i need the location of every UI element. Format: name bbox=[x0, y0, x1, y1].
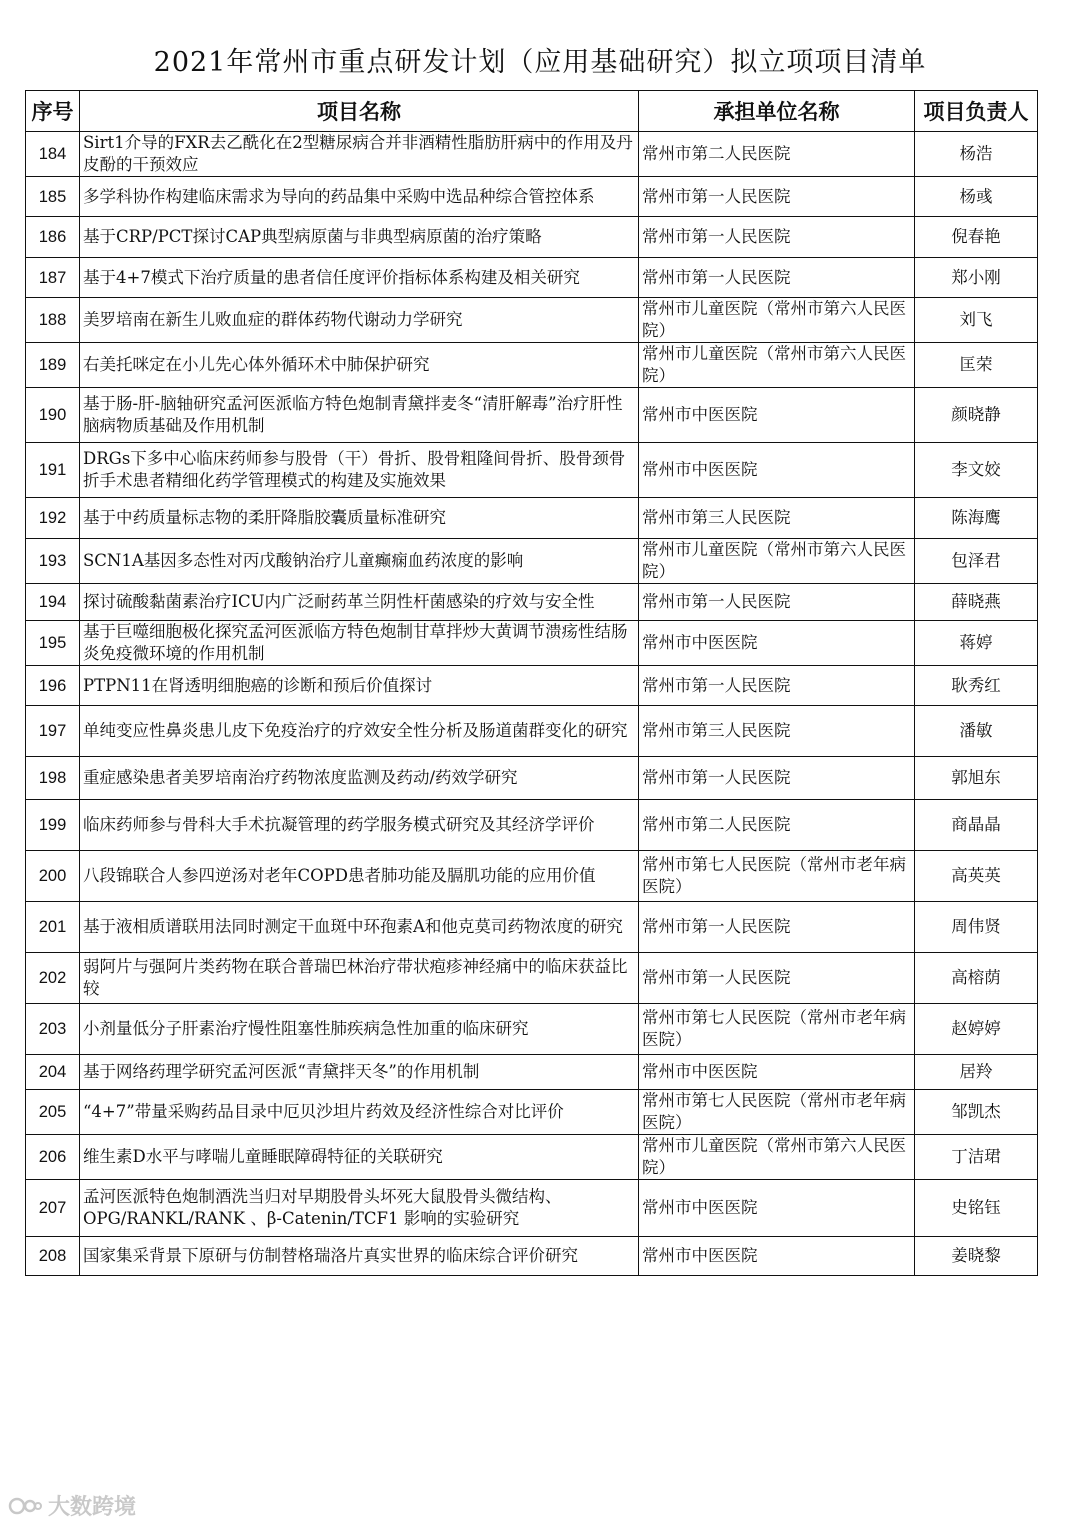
table-row bbox=[26, 1004, 1038, 1055]
project-name-cell bbox=[80, 584, 639, 621]
project-name: 基于巨噬细胞极化探究孟河医派临方特色炮制甘草拌炒大黄调节溃疡性结肠炎免疫微环境的作用机制 bbox=[83, 622, 628, 663]
project-name-cell bbox=[80, 1180, 639, 1237]
table-row bbox=[26, 953, 1038, 1004]
project-name: 基于中药质量标志物的柔肝降脂胶囊质量标准研究 bbox=[83, 508, 446, 527]
project-leader: 潘敏 bbox=[959, 721, 993, 740]
project-name-cell bbox=[80, 177, 639, 217]
project-name-cell bbox=[80, 1237, 639, 1276]
undertaking-unit-cell bbox=[639, 666, 915, 706]
project-name-cell bbox=[80, 1055, 639, 1090]
project-name: 基于4+7模式下治疗质量的患者信任度评价指标体系构建及相关研究 bbox=[83, 267, 580, 287]
table-row bbox=[26, 621, 1038, 666]
project-name: 弱阿片与强阿片类药物在联合普瑞巴林治疗带状疱疹神经痛中的临床获益比较 bbox=[83, 957, 628, 998]
row-number-cell bbox=[26, 343, 80, 388]
table-row bbox=[26, 498, 1038, 539]
project-name: 八段锦联合人参四逆汤对老年COPD患者肺功能及膈肌功能的应用价值 bbox=[83, 866, 596, 885]
project-leader: 李文姣 bbox=[951, 460, 1001, 479]
row-number-cell bbox=[26, 621, 80, 666]
project-name-cell bbox=[80, 902, 639, 953]
project-leader: 郑小刚 bbox=[951, 267, 1001, 287]
row-number-cell bbox=[26, 258, 80, 298]
row-number: 187 bbox=[38, 268, 67, 287]
project-name: 重症感染患者美罗培南治疗药物浓度监测及药动/药效学研究 bbox=[83, 768, 518, 787]
undertaking-unit: 常州市第一人民医院 bbox=[642, 186, 791, 206]
project-leader: 邹凯杰 bbox=[951, 1102, 1001, 1121]
undertaking-unit: 常州市中医医院 bbox=[642, 1062, 758, 1081]
row-number: 196 bbox=[38, 676, 67, 695]
project-leader: 匡荣 bbox=[959, 355, 993, 374]
project-name: 基于肠-肝-脑轴研究孟河医派临方特色炮制青黛拌麦冬“清肝解毒”治疗肝性脑病物质基础及作用机制 bbox=[83, 394, 623, 435]
project-leader-cell bbox=[915, 666, 1038, 706]
undertaking-unit-cell bbox=[639, 1135, 915, 1180]
project-leader: 丁洁珺 bbox=[951, 1147, 1001, 1166]
row-number: 208 bbox=[38, 1247, 67, 1265]
undertaking-unit: 常州市第三人民医院 bbox=[642, 508, 791, 527]
undertaking-unit-cell bbox=[639, 1180, 915, 1237]
project-name-cell bbox=[80, 217, 639, 258]
row-number-cell bbox=[26, 539, 80, 584]
project-leader-cell bbox=[915, 298, 1038, 343]
row-number: 194 bbox=[38, 593, 67, 611]
undertaking-unit-cell bbox=[639, 851, 915, 902]
project-leader-cell bbox=[915, 851, 1038, 902]
row-number: 186 bbox=[38, 228, 67, 246]
table-row bbox=[26, 298, 1038, 343]
table-row bbox=[26, 757, 1038, 800]
project-name-cell bbox=[80, 800, 639, 851]
row-number-cell bbox=[26, 584, 80, 621]
row-number-cell bbox=[26, 1237, 80, 1276]
project-leader-cell bbox=[915, 1237, 1038, 1276]
row-number: 203 bbox=[38, 1020, 67, 1038]
row-number: 206 bbox=[38, 1148, 67, 1166]
project-leader-cell bbox=[915, 388, 1038, 443]
undertaking-unit: 常州市第一人民医院 bbox=[642, 592, 791, 611]
undertaking-unit: 常州市第三人民医院 bbox=[642, 721, 791, 740]
row-number-cell bbox=[26, 498, 80, 539]
row-number: 185 bbox=[38, 187, 67, 206]
undertaking-unit: 常州市中医医院 bbox=[642, 1198, 758, 1217]
undertaking-unit: 常州市第一人民医院 bbox=[642, 768, 791, 787]
row-number-cell bbox=[26, 1090, 80, 1135]
project-leader-cell bbox=[915, 443, 1038, 498]
undertaking-unit-cell bbox=[639, 621, 915, 666]
table-row bbox=[26, 851, 1038, 902]
row-number: 195 bbox=[38, 634, 67, 652]
project-name-cell bbox=[80, 443, 639, 498]
project-name-cell bbox=[80, 666, 639, 706]
table-row bbox=[26, 1090, 1038, 1135]
undertaking-unit: 常州市第二人民医院 bbox=[642, 144, 791, 163]
row-number-cell bbox=[26, 851, 80, 902]
project-name-cell bbox=[80, 343, 639, 388]
project-leader-cell bbox=[915, 1090, 1038, 1135]
row-number: 193 bbox=[38, 552, 67, 570]
undertaking-unit: 常州市儿童医院（常州市第六人民医院） bbox=[642, 344, 906, 385]
project-name-cell bbox=[80, 1135, 639, 1180]
undertaking-unit: 常州市中医医院 bbox=[642, 405, 758, 424]
header-person: 项目负责人 bbox=[915, 91, 1038, 132]
table-row bbox=[26, 539, 1038, 584]
table-row bbox=[26, 177, 1038, 217]
project-leader: 颜晓静 bbox=[951, 405, 1001, 424]
project-leader: 杨彧 bbox=[959, 186, 993, 206]
project-name-cell bbox=[80, 132, 639, 177]
project-leader: 蒋婷 bbox=[959, 633, 993, 652]
row-number-cell bbox=[26, 388, 80, 443]
undertaking-unit-cell bbox=[639, 1055, 915, 1090]
table-row bbox=[26, 258, 1038, 298]
project-leader-cell bbox=[915, 706, 1038, 757]
project-leader-cell bbox=[915, 177, 1038, 217]
project-name: 临床药师参与骨科大手术抗凝管理的药学服务模式研究及其经济学评价 bbox=[83, 815, 595, 834]
undertaking-unit-cell bbox=[639, 584, 915, 621]
project-name-cell bbox=[80, 388, 639, 443]
watermark-text: 大数跨境 bbox=[48, 1495, 137, 1520]
project-leader-cell bbox=[915, 343, 1038, 388]
undertaking-unit-cell bbox=[639, 800, 915, 851]
undertaking-unit: 常州市第七人民医院（常州市老年病医院） bbox=[642, 855, 906, 896]
table-row bbox=[26, 388, 1038, 443]
project-leader-cell bbox=[915, 1180, 1038, 1237]
table-row bbox=[26, 666, 1038, 706]
project-name: DRGs下多中心临床药师参与股骨（干）骨折、股骨粗隆间骨折、股骨颈骨折手术患者精细化药学管理模式的构建及实施效果 bbox=[83, 449, 626, 490]
project-leader: 商晶晶 bbox=[951, 815, 1001, 834]
project-name: 单纯变应性鼻炎患儿皮下免疫治疗的疗效安全性分析及肠道菌群变化的研究 bbox=[83, 721, 628, 740]
project-leader-cell bbox=[915, 498, 1038, 539]
project-leader-cell bbox=[915, 1004, 1038, 1055]
undertaking-unit: 常州市儿童医院（常州市第六人民医院） bbox=[642, 1136, 906, 1177]
undertaking-unit-cell bbox=[639, 1090, 915, 1135]
row-number: 188 bbox=[38, 311, 67, 329]
project-name-cell bbox=[80, 851, 639, 902]
undertaking-unit-cell bbox=[639, 902, 915, 953]
undertaking-unit: 常州市第一人民医院 bbox=[642, 917, 791, 936]
project-leader-cell bbox=[915, 902, 1038, 953]
undertaking-unit-cell bbox=[639, 706, 915, 757]
project-name: 国家集采背景下原研与仿制替格瑞洛片真实世界的临床综合评价研究 bbox=[83, 1246, 578, 1265]
table-row bbox=[26, 1135, 1038, 1180]
row-number: 201 bbox=[38, 918, 67, 936]
row-number: 184 bbox=[38, 145, 67, 163]
project-leader: 耿秀红 bbox=[951, 675, 1001, 695]
project-name-cell bbox=[80, 706, 639, 757]
project-table bbox=[25, 90, 1038, 1276]
project-leader: 郭旭东 bbox=[951, 768, 1001, 787]
project-leader-cell bbox=[915, 1135, 1038, 1180]
project-leader-cell bbox=[915, 800, 1038, 851]
project-leader-cell bbox=[915, 621, 1038, 666]
project-leader: 居羚 bbox=[959, 1062, 993, 1081]
header-num: 序号 bbox=[26, 91, 80, 132]
row-number-cell bbox=[26, 132, 80, 177]
project-name-cell bbox=[80, 757, 639, 800]
project-name: “4+7”带量采购药品目录中厄贝沙坦片药效及经济性综合对比评价 bbox=[83, 1102, 564, 1121]
project-name-cell bbox=[80, 1004, 639, 1055]
table-row bbox=[26, 1180, 1038, 1237]
project-name: PTPN11在肾透明细胞癌的诊断和预后价值探讨 bbox=[83, 675, 433, 695]
project-leader: 刘飞 bbox=[959, 310, 993, 329]
project-name-cell bbox=[80, 258, 639, 298]
watermark bbox=[8, 1490, 136, 1521]
header-name: 项目名称 bbox=[80, 91, 639, 132]
project-name: 基于网络药理学研究孟河医派“青黛拌天冬”的作用机制 bbox=[83, 1062, 480, 1081]
project-name: SCN1A基因多态性对丙戊酸钠治疗儿童癫痫血药浓度的影响 bbox=[83, 551, 524, 570]
undertaking-unit-cell bbox=[639, 388, 915, 443]
row-number-cell bbox=[26, 666, 80, 706]
project-name-cell bbox=[80, 539, 639, 584]
project-leader-cell bbox=[915, 1055, 1038, 1090]
project-name: 右美托咪定在小儿先心体外循环术中肺保护研究 bbox=[83, 355, 430, 374]
row-number-cell bbox=[26, 1135, 80, 1180]
row-number-cell bbox=[26, 953, 80, 1004]
project-name: Sirt1介导的FXR去乙酰化在2型糖尿病合并非酒精性脂肪肝病中的作用及丹皮酚的干预效应 bbox=[83, 133, 633, 174]
project-leader-cell bbox=[915, 217, 1038, 258]
project-name-cell bbox=[80, 621, 639, 666]
project-leader-cell bbox=[915, 757, 1038, 800]
row-number-cell bbox=[26, 298, 80, 343]
project-leader: 薛晓燕 bbox=[951, 592, 1001, 611]
project-leader: 姜晓黎 bbox=[951, 1246, 1001, 1265]
undertaking-unit-cell bbox=[639, 1004, 915, 1055]
undertaking-unit: 常州市中医医院 bbox=[642, 460, 758, 479]
row-number-cell bbox=[26, 706, 80, 757]
undertaking-unit-cell bbox=[639, 953, 915, 1004]
project-leader-cell bbox=[915, 584, 1038, 621]
row-number-cell bbox=[26, 1004, 80, 1055]
table-row bbox=[26, 584, 1038, 621]
project-name: 基于CRP/PCT探讨CAP典型病原菌与非典型病原菌的治疗策略 bbox=[83, 227, 542, 246]
table-row bbox=[26, 1055, 1038, 1090]
row-number: 202 bbox=[38, 969, 67, 987]
row-number: 192 bbox=[38, 509, 67, 527]
undertaking-unit: 常州市第一人民医院 bbox=[642, 267, 791, 287]
undertaking-unit-cell bbox=[639, 757, 915, 800]
header-unit: 承担单位名称 bbox=[639, 91, 915, 132]
undertaking-unit: 常州市第一人民医院 bbox=[642, 675, 791, 695]
project-name-cell bbox=[80, 498, 639, 539]
undertaking-unit-cell bbox=[639, 177, 915, 217]
undertaking-unit-cell bbox=[639, 443, 915, 498]
row-number-cell bbox=[26, 177, 80, 217]
table-row bbox=[26, 217, 1038, 258]
row-number: 198 bbox=[38, 769, 67, 787]
project-leader-cell bbox=[915, 539, 1038, 584]
undertaking-unit-cell bbox=[639, 1237, 915, 1276]
project-leader: 杨浩 bbox=[959, 144, 993, 163]
watermark-logo-icon bbox=[8, 1495, 42, 1517]
undertaking-unit: 常州市第七人民医院（常州市老年病医院） bbox=[642, 1091, 906, 1132]
project-leader-cell bbox=[915, 132, 1038, 177]
project-leader: 高榕荫 bbox=[951, 968, 1001, 987]
table-row bbox=[26, 902, 1038, 953]
row-number-cell bbox=[26, 800, 80, 851]
row-number-cell bbox=[26, 217, 80, 258]
row-number: 207 bbox=[38, 1199, 67, 1217]
project-leader: 陈海鹰 bbox=[951, 508, 1001, 527]
undertaking-unit: 常州市中医医院 bbox=[642, 1246, 758, 1265]
table-header-row bbox=[26, 91, 1038, 132]
undertaking-unit: 常州市第一人民医院 bbox=[642, 227, 791, 246]
project-name: 探讨硫酸黏菌素治疗ICU内广泛耐药革兰阴性杆菌感染的疗效与安全性 bbox=[83, 592, 595, 611]
undertaking-unit: 常州市中医医院 bbox=[642, 633, 758, 652]
row-number: 200 bbox=[38, 867, 67, 885]
row-number: 191 bbox=[38, 461, 67, 479]
undertaking-unit: 常州市第一人民医院 bbox=[642, 968, 791, 987]
project-leader: 包泽君 bbox=[951, 551, 1001, 570]
undertaking-unit: 常州市第七人民医院（常州市老年病医院） bbox=[642, 1008, 906, 1049]
undertaking-unit-cell bbox=[639, 132, 915, 177]
project-name: 维生素D水平与哮喘儿童睡眠障碍特征的关联研究 bbox=[83, 1147, 443, 1166]
undertaking-unit-cell bbox=[639, 539, 915, 584]
page-title: 2021年常州市重点研发计划（应用基础研究）拟立项项目清单 bbox=[153, 47, 927, 78]
undertaking-unit-cell bbox=[639, 217, 915, 258]
project-leader: 史铭钰 bbox=[951, 1198, 1001, 1217]
project-name: 美罗培南在新生儿败血症的群体药物代谢动力学研究 bbox=[83, 310, 463, 329]
row-number-cell bbox=[26, 1180, 80, 1237]
project-leader: 倪春艳 bbox=[951, 227, 1001, 246]
row-number: 199 bbox=[38, 816, 67, 834]
project-leader: 周伟贤 bbox=[951, 917, 1001, 936]
undertaking-unit: 常州市儿童医院（常州市第六人民医院） bbox=[642, 540, 906, 581]
row-number: 204 bbox=[38, 1063, 67, 1081]
project-name: 小剂量低分子肝素治疗慢性阻塞性肺疾病急性加重的临床研究 bbox=[83, 1019, 529, 1038]
row-number-cell bbox=[26, 902, 80, 953]
undertaking-unit-cell bbox=[639, 498, 915, 539]
row-number-cell bbox=[26, 757, 80, 800]
table-row bbox=[26, 132, 1038, 177]
table-row bbox=[26, 800, 1038, 851]
table-row bbox=[26, 706, 1038, 757]
project-name: 基于液相质谱联用法同时测定干血斑中环孢素A和他克莫司药物浓度的研究 bbox=[83, 917, 623, 936]
table-row bbox=[26, 1237, 1038, 1276]
row-number: 197 bbox=[38, 722, 67, 740]
project-name: 多学科协作构建临床需求为导向的药品集中采购中选品种综合管控体系 bbox=[83, 186, 595, 206]
undertaking-unit: 常州市第二人民医院 bbox=[642, 815, 791, 834]
undertaking-unit-cell bbox=[639, 343, 915, 388]
project-leader-cell bbox=[915, 258, 1038, 298]
table-row bbox=[26, 343, 1038, 388]
project-leader: 高英英 bbox=[951, 866, 1001, 885]
row-number: 190 bbox=[38, 406, 67, 424]
undertaking-unit: 常州市儿童医院（常州市第六人民医院） bbox=[642, 299, 906, 340]
undertaking-unit-cell bbox=[639, 258, 915, 298]
project-leader: 赵婷婷 bbox=[951, 1019, 1001, 1038]
table-row bbox=[26, 443, 1038, 498]
undertaking-unit-cell bbox=[639, 298, 915, 343]
project-name-cell bbox=[80, 953, 639, 1004]
project-name: 孟河医派特色炮制酒洗当归对早期股骨头坏死大鼠股骨头微结构、OPG/RANKL/RANK 、β-Catenin/TCF1 影响的实验研究 bbox=[83, 1187, 562, 1228]
project-name-cell bbox=[80, 298, 639, 343]
row-number: 205 bbox=[38, 1103, 67, 1121]
row-number-cell bbox=[26, 1055, 80, 1090]
project-name-cell bbox=[80, 1090, 639, 1135]
row-number-cell bbox=[26, 443, 80, 498]
project-leader-cell bbox=[915, 953, 1038, 1004]
row-number: 189 bbox=[38, 356, 67, 374]
